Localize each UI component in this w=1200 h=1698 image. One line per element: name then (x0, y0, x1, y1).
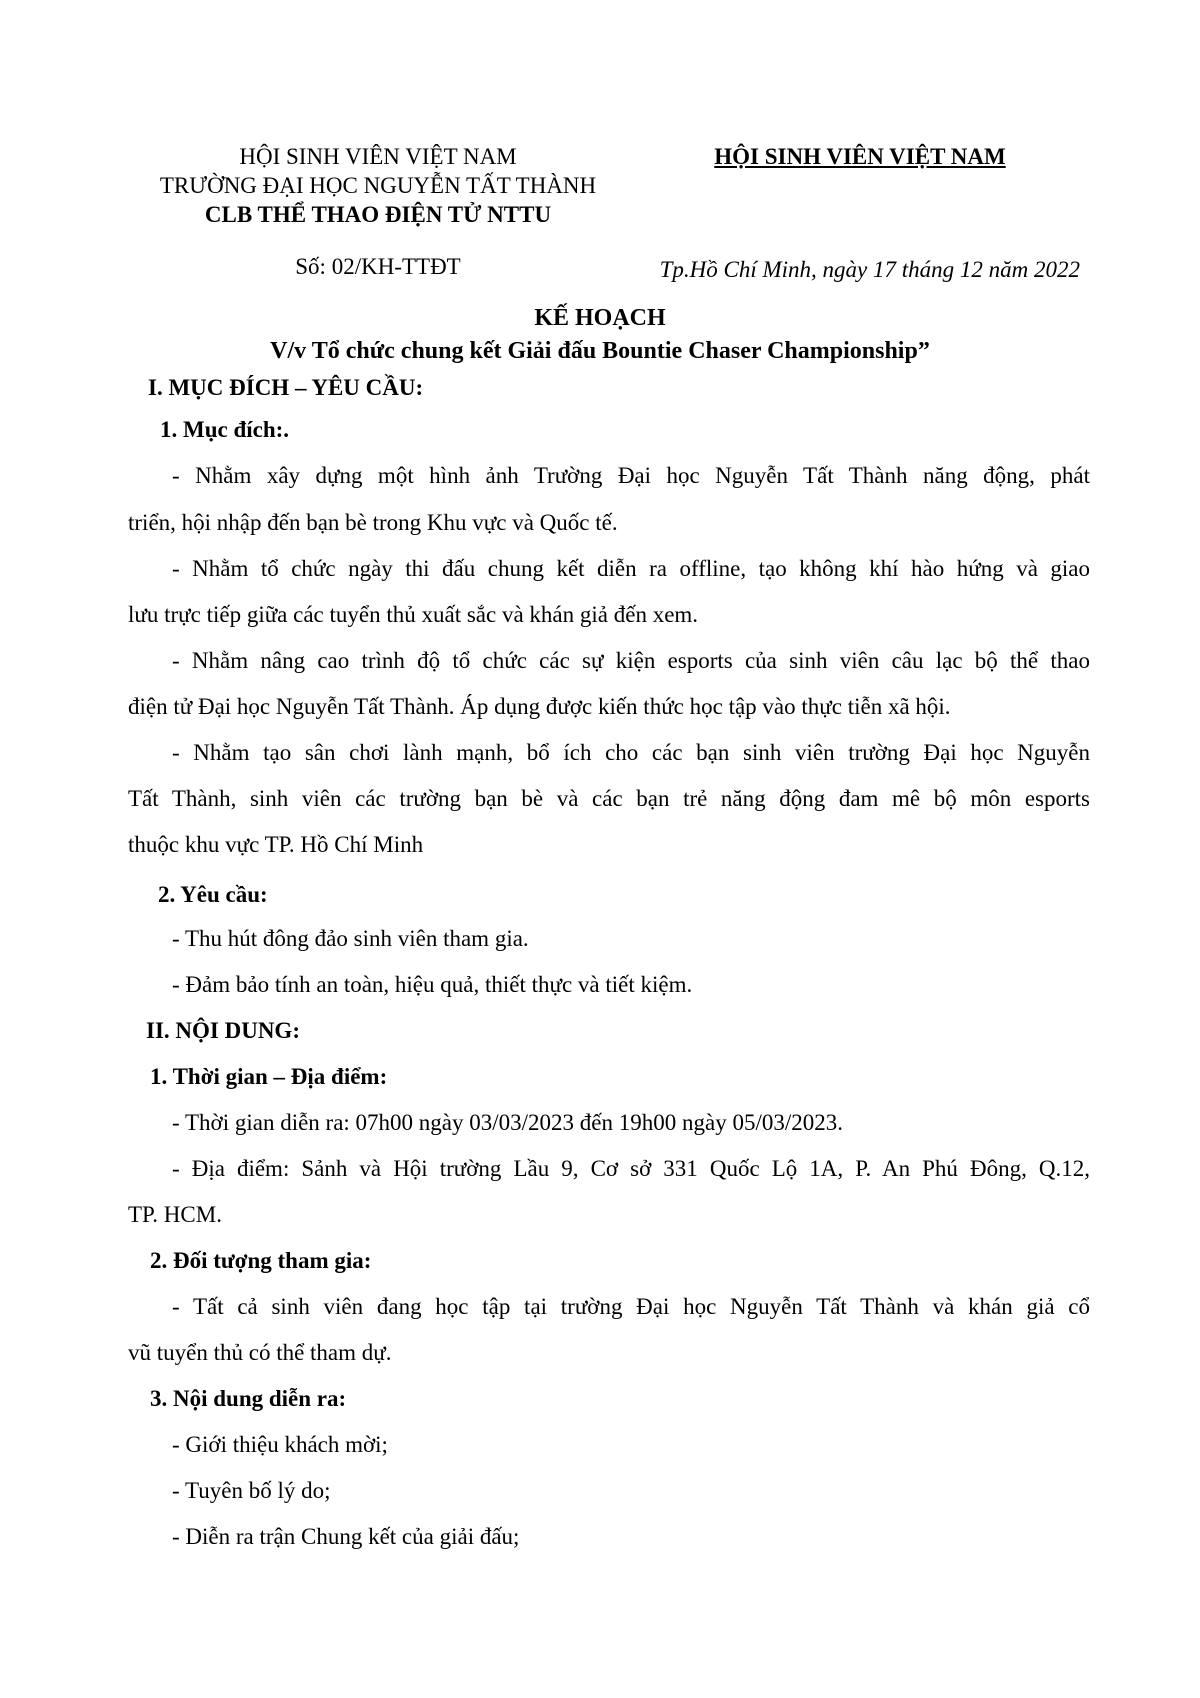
list-item: - Diễn ra trận Chung kết của giải đấu; (172, 1524, 520, 1549)
paragraph-line: Tất Thành, sinh viên các trường bạn bè và các bạn trẻ năng động đam mê bộ môn esports (128, 786, 1090, 811)
paragraph-line: triển, hội nhập đến bạn bè trong Khu vực và Quốc tế. (128, 510, 618, 535)
list-item: - Giới thiệu khách mời; (172, 1432, 388, 1457)
list-item: - Tuyên bố lý do; (172, 1478, 331, 1503)
list-item: - Địa điểm: Sảnh và Hội trường Lầu 9, Cơ sở 331 Quốc Lộ 1A, P. An Phú Đông, Q.12, (172, 1156, 1090, 1181)
document-title (0, 302, 1200, 368)
paragraph-line: - Tất cả sinh viên đang học tập tại trường Đại học Nguyễn Tất Thành và khán giả cổ (172, 1294, 1090, 1319)
subsection-heading: 3. Nội dung diễn ra: (150, 1386, 347, 1411)
paragraph-line: lưu trực tiếp giữa các tuyển thủ xuất sắc và khán giả đến xem. (128, 602, 699, 627)
subsection-heading: 2. Yêu cầu: (158, 882, 268, 907)
org-line-2: TRƯỜNG ĐẠI HỌC NGUYỄN TẤT THÀNH (159, 173, 597, 198)
list-item: - Thời gian diễn ra: 07h00 ngày 03/03/2023 đến 19h00 ngày 05/03/2023. (172, 1110, 843, 1135)
org-line-1: HỘI SINH VIÊN VIỆT NAM (239, 144, 517, 169)
title-subject: V/v Tổ chức chung kết Giải đấu Bountie Chaser Championship” (270, 338, 930, 364)
section-heading: II. NỘI DUNG: (146, 1018, 300, 1043)
paragraph-line: - Nhằm nâng cao trình độ tổ chức các sự kiện esports của sinh viên câu lạc bộ thể thao (172, 648, 1090, 673)
subsection-heading: 1. Thời gian – Địa điểm: (150, 1064, 388, 1089)
subsection-heading: 2. Đối tượng tham gia: (150, 1248, 372, 1273)
issuing-organization (128, 142, 628, 229)
paragraph-line: điện tử Đại học Nguyễn Tất Thành. Áp dụng được kiến thức học tập vào thực tiễn xã hội. (128, 694, 951, 719)
subsection-heading: 1. Mục đích:. (160, 417, 290, 442)
list-item: - Thu hút đông đảo sinh viên tham gia. (172, 926, 529, 951)
right-header-title: HỘI SINH VIÊN VIỆT NAM (714, 144, 1006, 169)
document-date: Tp.Hồ Chí Minh, ngày 17 tháng 12 năm 2022 (659, 257, 1080, 282)
paragraph-line: TP. HCM. (128, 1202, 222, 1227)
document-number: Số: 02/KH-TTĐT (295, 254, 461, 279)
paragraph-line: vũ tuyển thủ có thể tham dự. (128, 1340, 392, 1365)
club-name: CLB THỂ THAO ĐIỆN TỬ NTTU (204, 202, 552, 227)
title-main: KẾ HOẠCH (534, 305, 666, 331)
paragraph-line: - Nhằm tạo sân chơi lành mạnh, bổ ích cho các bạn sinh viên trường Đại học Nguyễn (172, 740, 1090, 765)
paragraph-line: - Nhằm tổ chức ngày thi đấu chung kết diễn ra offline, tạo không khí hào hứng và giao (172, 556, 1090, 581)
paragraph-line: thuộc khu vực TP. Hồ Chí Minh (128, 832, 424, 857)
section-heading: I. MỤC ĐÍCH – YÊU CẦU: (148, 375, 424, 400)
list-item: - Đảm bảo tính an toàn, hiệu quả, thiết thực và tiết kiệm. (172, 972, 693, 997)
paragraph-line: - Nhằm xây dựng một hình ảnh Trường Đại học Nguyễn Tất Thành năng động, phát (172, 463, 1090, 488)
